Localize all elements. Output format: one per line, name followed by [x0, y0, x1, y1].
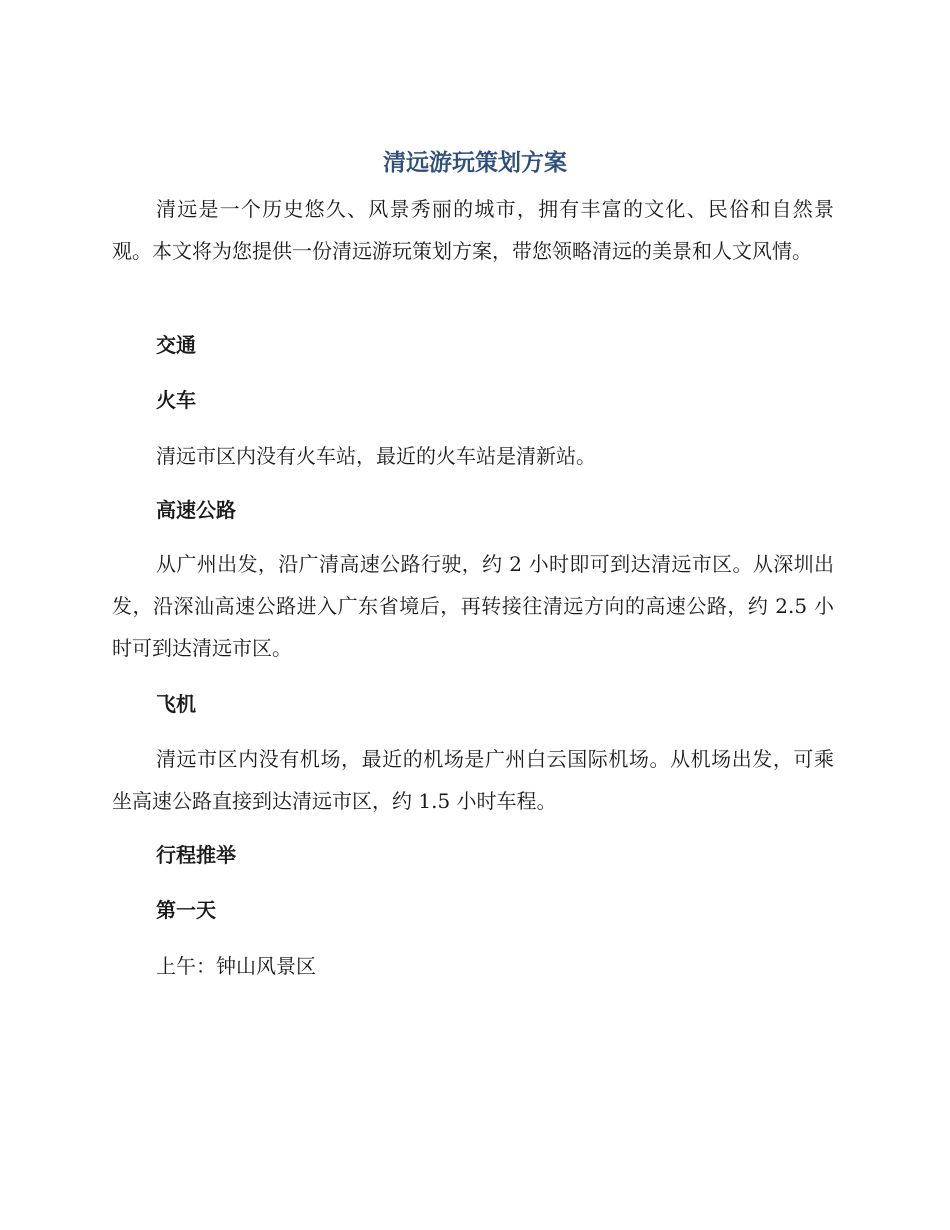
document-title: 清远游玩策划方案: [383, 150, 567, 176]
subsection-heading-train: 火车: [156, 388, 196, 412]
section-heading-transport: 交通: [156, 333, 196, 357]
paragraph-highway: 从广州出发，沿广清高速公路行驶，约 2 小时即可到达清远市区。从深圳出发，沿深汕高速公路进入广东省境后，再转接往清远方向的高速公路，约 2.5 小时可到达清远市区。: [112, 552, 834, 660]
subsection-heading-highway: 高速公路: [156, 498, 236, 522]
subsection-heading-plane: 飞机: [156, 692, 196, 716]
paragraph-train: 清远市区内没有火车站，最近的火车站是清新站。: [156, 444, 596, 468]
subsection-heading-day-one: 第一天: [156, 898, 216, 922]
paragraph-day-one-morning: 上午：钟山风景区: [156, 954, 316, 978]
section-heading-itinerary: 行程推举: [156, 843, 236, 867]
paragraph-plane: 清远市区内没有机场，最近的机场是广州白云国际机场。从机场出发，可乘坐高速公路直接到达清远市区，约 1.5 小时车程。: [112, 747, 834, 813]
intro-paragraph: 清远是一个历史悠久、风景秀丽的城市，拥有丰富的文化、民俗和自然景观。本文将为您提供一份清远游玩策划方案，带您领略清远的美景和人文风情。: [112, 197, 834, 263]
